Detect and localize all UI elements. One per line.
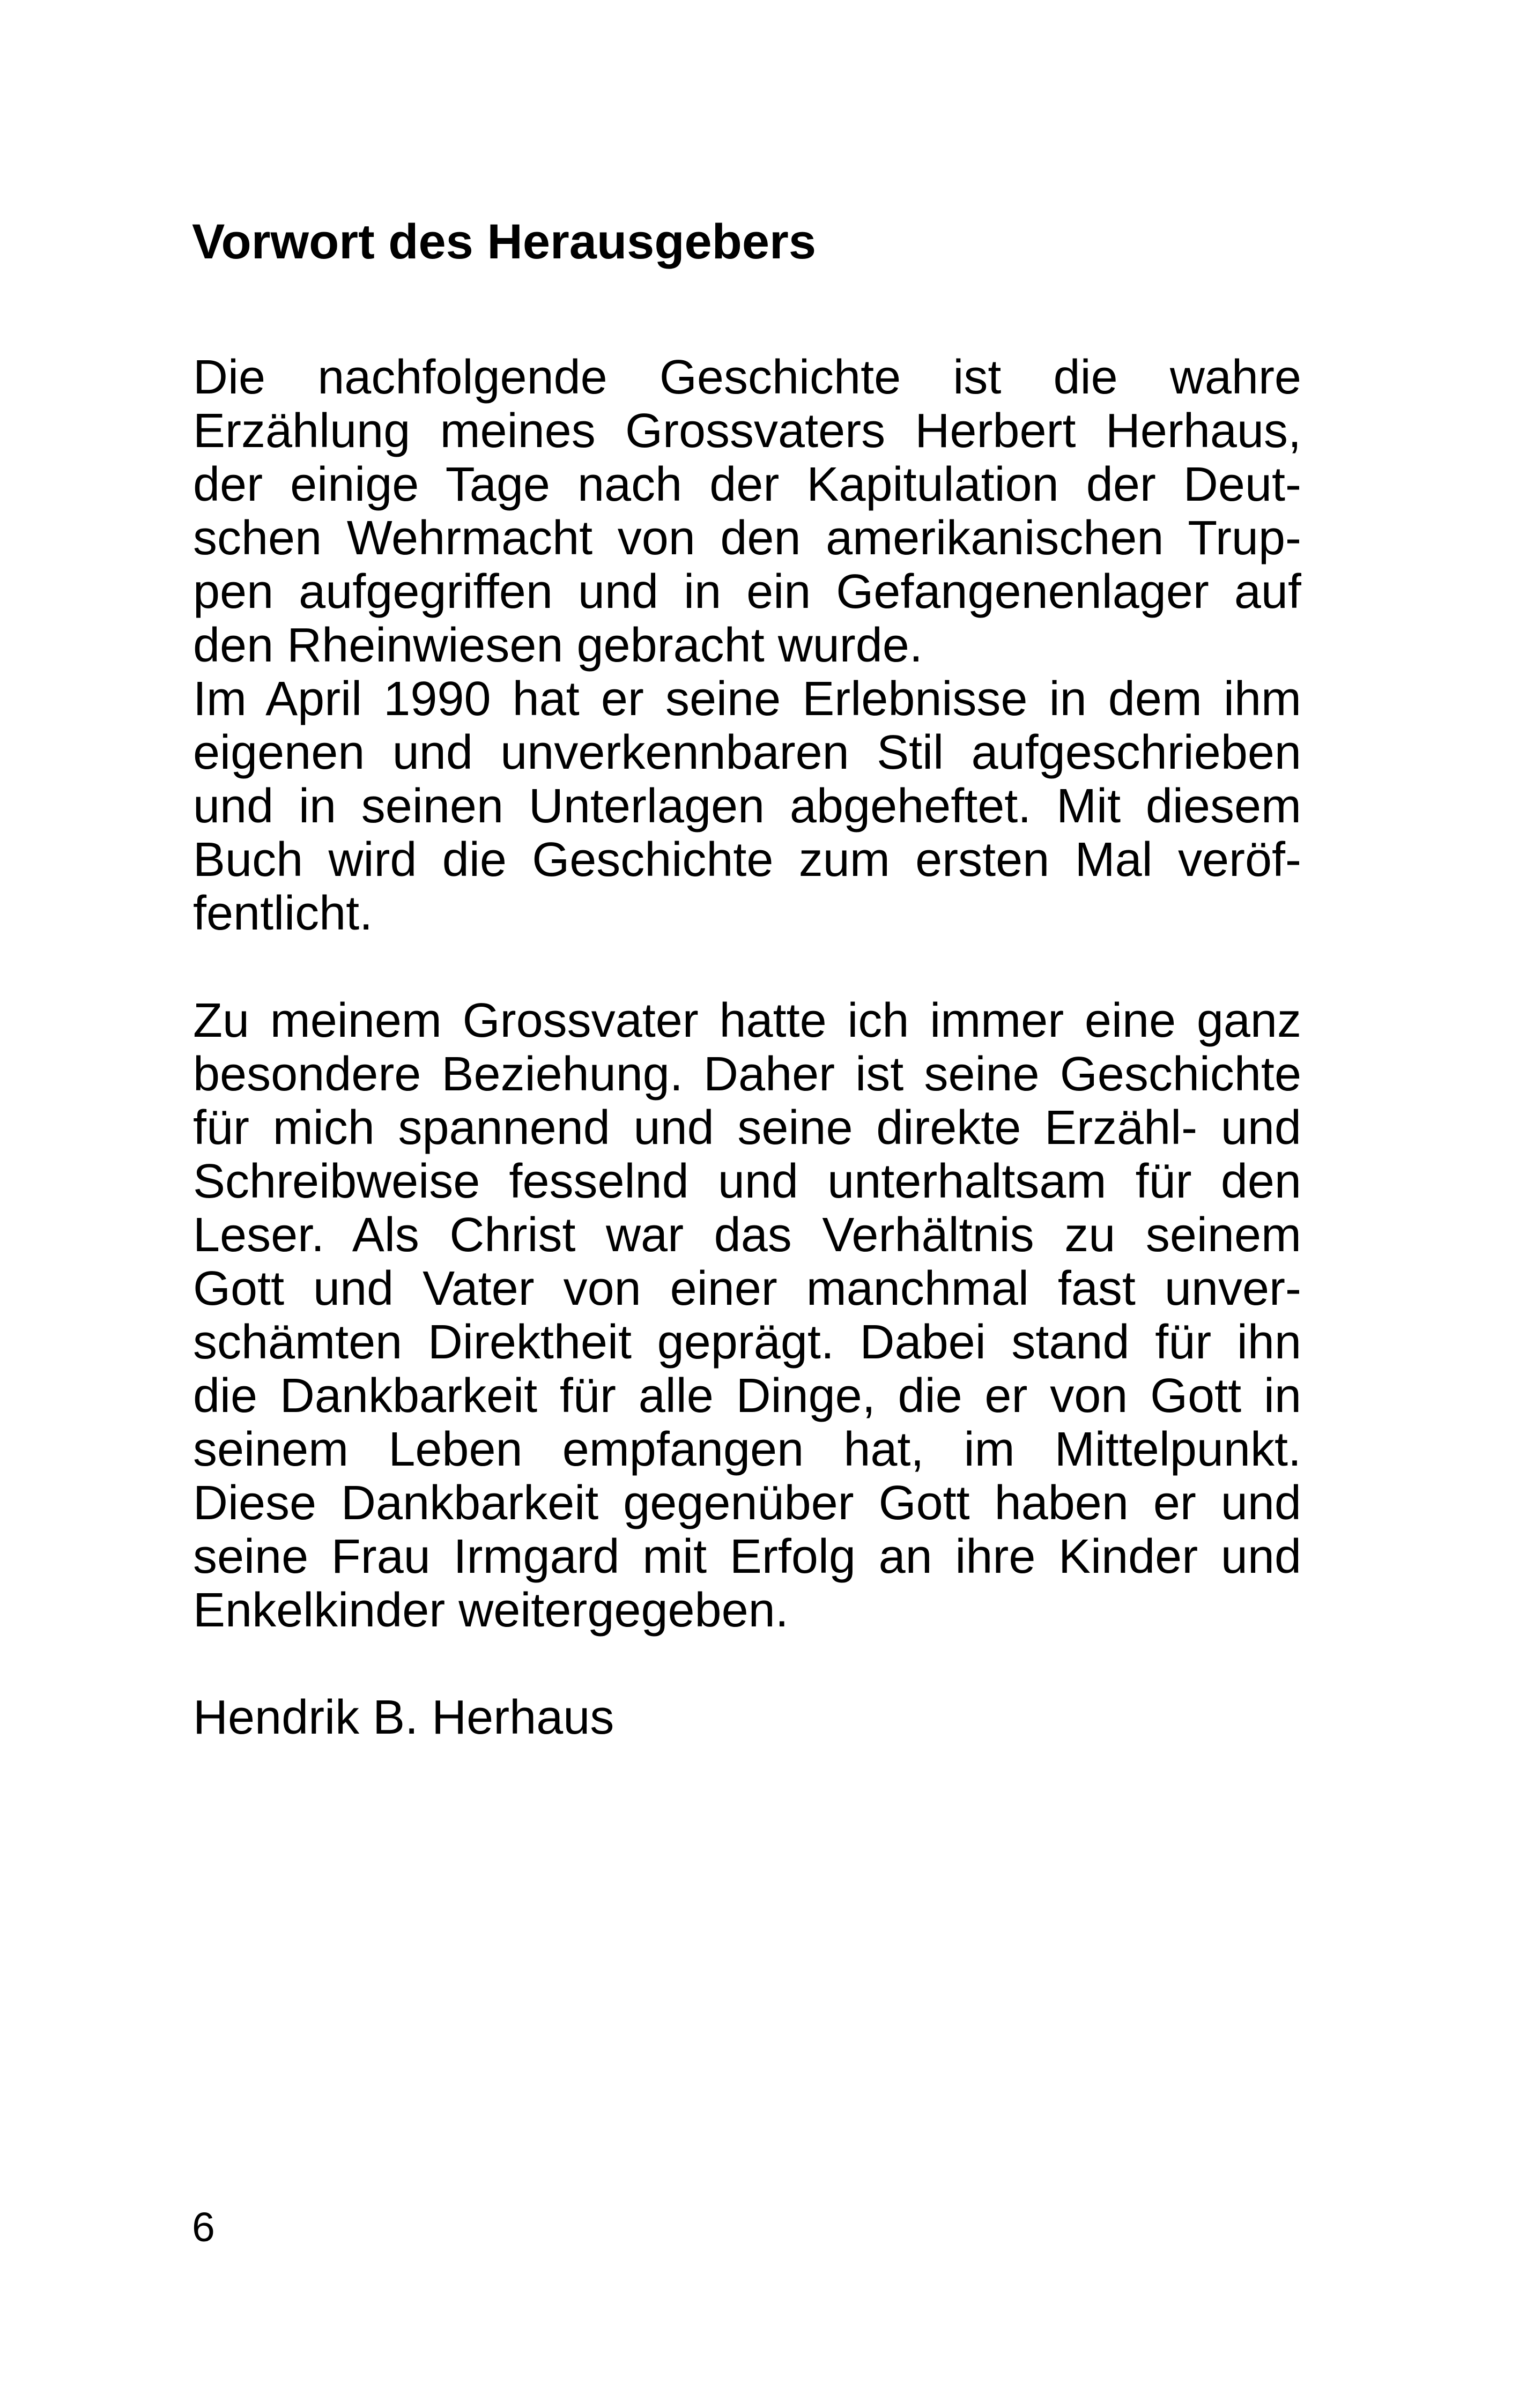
page-title: Vorwort des Herausgebers (192, 214, 817, 269)
text-line: Leser. Als Christ war das Verhältnis zu seinem (193, 1208, 1301, 1262)
text-line: fentlicht. (193, 887, 373, 940)
text-line: pen aufgegriffen und in ein Gefangenenlager auf (193, 565, 1301, 619)
text-line: Enkelkinder weitergegeben. (193, 1584, 789, 1637)
paragraph (193, 351, 1301, 672)
page-number: 6 (192, 2204, 215, 2250)
text-line: Zu meinem Grossvater hatte ich immer eine ganz (193, 994, 1301, 1047)
text-line: Schreibweise fesselnd und unterhaltsam für den (193, 1155, 1301, 1208)
text-line: Im April 1990 hat er seine Erlebnisse in dem ihm (193, 672, 1301, 726)
text-line: schen Wehrmacht von den amerikanischen Trup- (193, 511, 1301, 565)
text-line: für mich spannend und seine direkte Erzähl- und (193, 1101, 1301, 1155)
text-line: seine Frau Irmgard mit Erfolg an ihre Kinder und (193, 1530, 1301, 1584)
text-line: Diese Dankbarkeit gegenüber Gott haben er und (193, 1476, 1301, 1530)
signature (193, 1691, 1301, 1744)
text-line: seinem Leben empfangen hat, im Mittelpunkt. (193, 1423, 1301, 1476)
text-line: besondere Beziehung. Daher ist seine Geschichte (193, 1047, 1301, 1101)
paragraph (193, 672, 1301, 940)
text-line: schämten Direktheit geprägt. Dabei stand für ihn (193, 1316, 1301, 1369)
text-line: und in seinen Unterlagen abgeheftet. Mit diesem (193, 779, 1301, 833)
paragraph (193, 994, 1301, 1637)
text-line: eigenen und unverkennbaren Stil aufgeschrieben (193, 726, 1301, 779)
text-line: Buch wird die Geschichte zum ersten Mal veröf- (193, 833, 1301, 887)
text-line: Erzählung meines Grossvaters Herbert Herhaus, (193, 404, 1301, 458)
text-line: Die nachfolgende Geschichte ist die wahre (193, 351, 1301, 404)
text-line: den Rheinwiesen gebracht wurde. (193, 619, 923, 672)
text-line: Hendrik B. Herhaus (193, 1691, 614, 1744)
text-line: der einige Tage nach der Kapitulation der Deut- (193, 458, 1301, 511)
text-line: Gott und Vater von einer manchmal fast unver- (193, 1262, 1301, 1316)
body-text (193, 351, 1301, 1744)
text-line: die Dankbarkeit für alle Dinge, die er von Gott in (193, 1369, 1301, 1423)
